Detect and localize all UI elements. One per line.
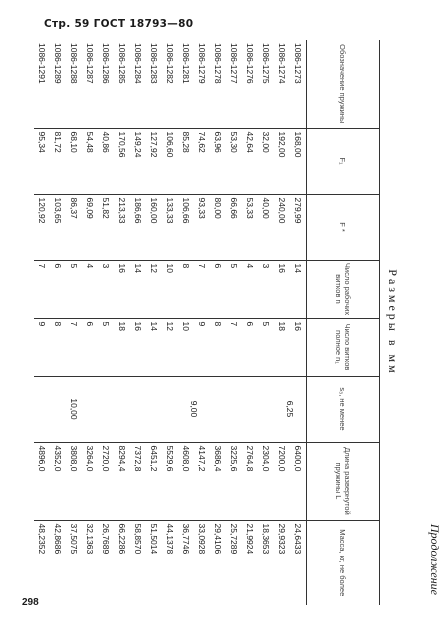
cell-length: 2304,0: [258, 442, 274, 520]
table-row: [50, 40, 66, 605]
cell-n: 5: [66, 260, 82, 318]
running-header: Стр. 59 ГОСТ 18793—80: [44, 18, 194, 30]
cell-designation: 1086-1273: [293, 43, 303, 84]
cell-designation: 1086-1288: [69, 43, 79, 84]
cell-s3: 10,00: [34, 376, 114, 442]
cell-f: 160,00: [146, 194, 162, 260]
table-caption: Размеры в мм: [386, 269, 400, 376]
cell-mass: 37,5075: [66, 520, 82, 605]
cell-designation: 1086-1287: [85, 43, 95, 84]
cell-mass: 33,0928: [194, 520, 210, 605]
cell-length: 4896,0: [34, 442, 50, 520]
cell-n: 14: [290, 260, 307, 318]
table-row: [34, 40, 50, 605]
table-row: [210, 40, 226, 605]
cell-f: 213,33: [114, 194, 130, 260]
continuation-label: Продолжение: [428, 523, 442, 595]
col-total-turns: Число витков полное n₁: [307, 318, 380, 376]
cell-f1: 40,86: [98, 128, 114, 194]
cell-designation: 1086-1284: [133, 43, 143, 84]
table-row: [98, 40, 114, 605]
cell-length: 3686,4: [210, 442, 226, 520]
cell-f: 80,00: [210, 194, 226, 260]
cell-f: 106,66: [178, 194, 194, 260]
cell-f: 133,33: [162, 194, 178, 260]
col-f: F *: [307, 194, 380, 260]
cell-n: 12: [146, 260, 162, 318]
cell-length: 6400,0: [290, 442, 307, 520]
table-row: [146, 40, 162, 605]
cell-length: 7200,0: [274, 442, 290, 520]
table-row: [130, 40, 146, 605]
cell-mass: 25,7289: [226, 520, 242, 605]
cell-n1: 7: [66, 318, 82, 376]
cell-length: 3808,0: [66, 442, 82, 520]
cell-f: 53,33: [242, 194, 258, 260]
cell-n1: 9: [34, 318, 50, 376]
cell-f1: 95,34: [34, 128, 50, 194]
cell-n1: 16: [290, 318, 307, 376]
cell-s3: 6,25: [274, 376, 307, 442]
cell-mass: 18,3653: [258, 520, 274, 605]
cell-n: 3: [258, 260, 274, 318]
cell-n1: 7: [226, 318, 242, 376]
cell-n1: 10: [178, 318, 194, 376]
cell-f: 86,37: [66, 194, 82, 260]
cell-designation: 1086-1285: [117, 43, 127, 84]
cell-n: 7: [194, 260, 210, 318]
table-header-row: [307, 40, 380, 605]
col-length: Длина развернутой пружины L: [307, 442, 380, 520]
cell-n1: 18: [274, 318, 290, 376]
cell-mass: 32,1363: [82, 520, 98, 605]
table-row: [226, 40, 242, 605]
cell-n: 4: [82, 260, 98, 318]
cell-f1: 54,48: [82, 128, 98, 194]
cell-f1: 192,00: [274, 128, 290, 194]
cell-n1: 12: [162, 318, 178, 376]
cell-f1: 32,00: [258, 128, 274, 194]
col-mass: Масса, кг, не более: [307, 520, 380, 605]
cell-n: 16: [114, 260, 130, 318]
page-number: 298: [22, 597, 39, 608]
table-row: [242, 40, 258, 605]
table-row: [258, 40, 274, 605]
cell-n1: 14: [146, 318, 162, 376]
cell-length: 8294,4: [114, 442, 130, 520]
cell-mass: 66,2286: [114, 520, 130, 605]
cell-n: 16: [274, 260, 290, 318]
cell-n1: 6: [82, 318, 98, 376]
cell-s3: 9,00: [114, 376, 274, 442]
cell-length: 5529,6: [162, 442, 178, 520]
cell-mass: 26,7689: [98, 520, 114, 605]
rotated-page-content: [37, 40, 446, 605]
cell-length: 4147,2: [194, 442, 210, 520]
cell-n: 6: [50, 260, 66, 318]
cell-f1: 74,62: [194, 128, 210, 194]
cell-designation: 1086-1275: [261, 43, 271, 84]
cell-length: 2720,0: [98, 442, 114, 520]
cell-designation: 1086-1283: [149, 43, 159, 84]
cell-f1: 85,28: [178, 128, 194, 194]
cell-f1: 106,60: [162, 128, 178, 194]
cell-f1: 81,72: [50, 128, 66, 194]
cell-designation: 1086-1278: [213, 43, 223, 84]
cell-designation: 1086-1276: [245, 43, 255, 84]
cell-f: 240,00: [274, 194, 290, 260]
cell-f: 93,33: [194, 194, 210, 260]
cell-mass: 44,1378: [162, 520, 178, 605]
cell-designation: 1086-1277: [229, 43, 239, 84]
table-row: [194, 40, 210, 605]
cell-length: 2764,8: [242, 442, 258, 520]
table-row: [82, 40, 98, 605]
cell-f: 186,66: [130, 194, 146, 260]
cell-f: 40,00: [258, 194, 274, 260]
cell-n: 3: [98, 260, 114, 318]
table-row: [66, 40, 82, 605]
table-row: [178, 40, 194, 605]
cell-designation: 1086-1291: [37, 43, 47, 84]
cell-n1: 8: [210, 318, 226, 376]
cell-mass: 48,2352: [34, 520, 50, 605]
cell-mass: 24,6433: [290, 520, 307, 605]
table-row: [290, 40, 307, 605]
cell-length: 3225,6: [226, 442, 242, 520]
cell-n: 14: [130, 260, 146, 318]
cell-length: 6451,2: [146, 442, 162, 520]
cell-n: 6: [210, 260, 226, 318]
cell-mass: 21,9924: [242, 520, 258, 605]
cell-n: 10: [162, 260, 178, 318]
cell-length: 4608,0: [178, 442, 194, 520]
cell-f: 279,99: [290, 194, 307, 260]
cell-designation: 1086-1281: [181, 43, 191, 84]
cell-length: 3264,0: [82, 442, 98, 520]
cell-mass: 29,9323: [274, 520, 290, 605]
cell-n1: 9: [194, 318, 210, 376]
cell-mass: 42,8686: [50, 520, 66, 605]
cell-f1: 170,56: [114, 128, 130, 194]
cell-designation: 1086-1282: [165, 43, 175, 84]
springs-table: [34, 40, 380, 605]
cell-n1: 5: [98, 318, 114, 376]
cell-f1: 68,10: [66, 128, 82, 194]
cell-mass: 29,4106: [210, 520, 226, 605]
cell-n: 5: [226, 260, 242, 318]
cell-n1: 16: [130, 318, 146, 376]
cell-designation: 1086-1289: [53, 43, 63, 84]
cell-n: 8: [178, 260, 194, 318]
cell-f: 51,82: [98, 194, 114, 260]
cell-n1: 6: [242, 318, 258, 376]
cell-f1: 42,64: [242, 128, 258, 194]
cell-mass: 36,7746: [178, 520, 194, 605]
cell-designation: 1086-1279: [197, 43, 207, 84]
cell-n: 4: [242, 260, 258, 318]
cell-designation: 1086-1274: [277, 43, 287, 84]
cell-n: 7: [34, 260, 50, 318]
cell-f: 66,66: [226, 194, 242, 260]
col-designation: Обозначение пружины: [307, 40, 380, 128]
cell-f: 103,65: [50, 194, 66, 260]
cell-f: 69,09: [82, 194, 98, 260]
cell-n1: 8: [50, 318, 66, 376]
cell-designation: 1086-1286: [101, 43, 111, 84]
cell-n1: 5: [258, 318, 274, 376]
cell-length: 7372,8: [130, 442, 146, 520]
cell-length: 4352,0: [50, 442, 66, 520]
cell-f1: 149,24: [130, 128, 146, 194]
col-f1: F₁: [307, 128, 380, 194]
cell-f1: 53,30: [226, 128, 242, 194]
cell-mass: 58,8570: [130, 520, 146, 605]
cell-f1: 168,00: [290, 128, 307, 194]
col-working-turns: Число рабочих витков n: [307, 260, 380, 318]
cell-f1: 63,96: [210, 128, 226, 194]
cell-f: 120,92: [34, 194, 50, 260]
table-row: [162, 40, 178, 605]
table-row: [114, 40, 130, 605]
cell-mass: 51,5014: [146, 520, 162, 605]
cell-n1: 18: [114, 318, 130, 376]
cell-f1: 127,92: [146, 128, 162, 194]
table-row: [274, 40, 290, 605]
col-s3: s₃, не менее: [307, 376, 380, 442]
